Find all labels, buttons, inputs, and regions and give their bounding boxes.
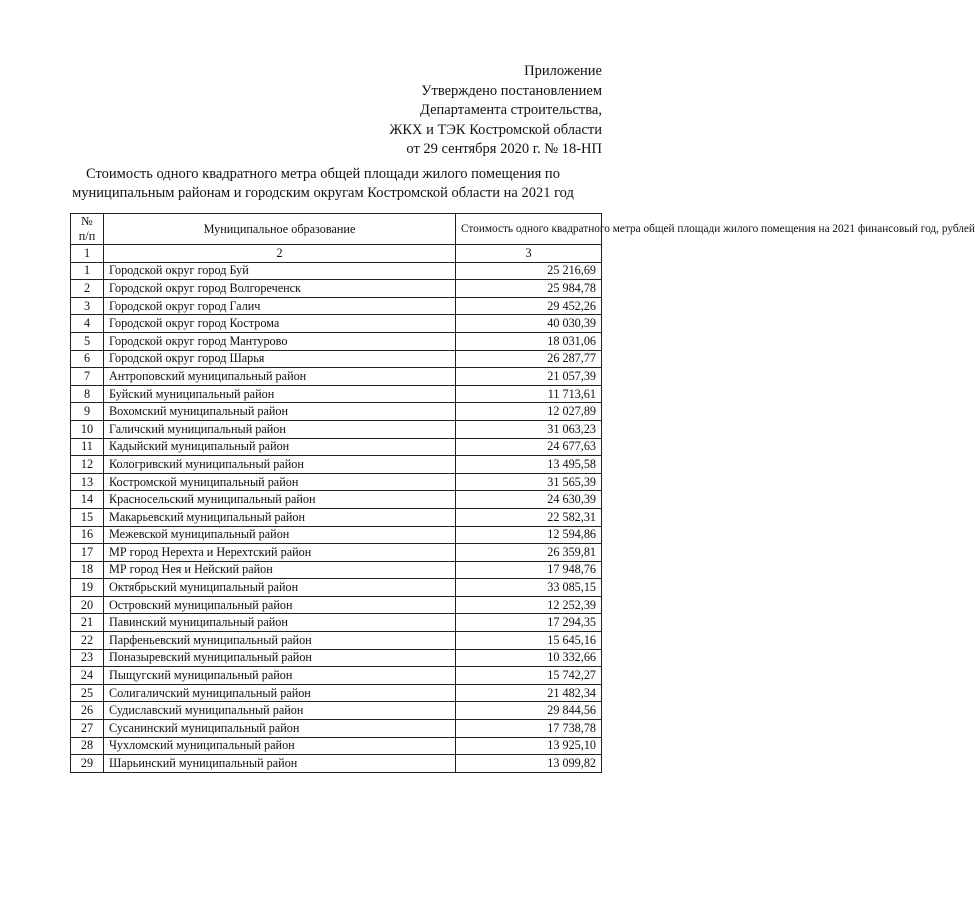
row-municipality: Межевской муниципальный район — [104, 526, 456, 544]
row-cost: 17 948,76 — [456, 561, 602, 579]
approval-block — [389, 62, 602, 160]
table-row — [71, 561, 602, 579]
row-cost: 29 844,56 — [456, 702, 602, 720]
row-number: 21 — [71, 614, 104, 632]
row-number: 25 — [71, 684, 104, 702]
table-row — [71, 350, 602, 368]
row-cost: 10 332,66 — [456, 649, 602, 667]
table-row — [71, 280, 602, 298]
table-row — [71, 614, 602, 632]
cost-table — [70, 213, 975, 773]
header-number-line2: п/п — [78, 229, 96, 243]
row-municipality: Павинский муниципальный район — [104, 614, 456, 632]
table-row — [71, 544, 602, 562]
table-row — [71, 368, 602, 386]
table-row — [71, 649, 602, 667]
row-municipality: Поназыревский муниципальный район — [104, 649, 456, 667]
row-municipality: МР город Нерехта и Нерехтский район — [104, 544, 456, 562]
row-number: 29 — [71, 755, 104, 773]
row-number: 27 — [71, 720, 104, 738]
row-cost: 17 294,35 — [456, 614, 602, 632]
row-municipality: Антроповский муниципальный район — [104, 368, 456, 386]
row-number: 15 — [71, 508, 104, 526]
row-number: 16 — [71, 526, 104, 544]
row-cost: 17 738,78 — [456, 720, 602, 738]
row-municipality: Макарьевский муниципальный район — [104, 508, 456, 526]
row-number: 18 — [71, 561, 104, 579]
row-municipality: Судиславский муниципальный район — [104, 702, 456, 720]
row-municipality: Красносельский муниципальный район — [104, 491, 456, 509]
row-number: 13 — [71, 473, 104, 491]
row-number: 11 — [71, 438, 104, 456]
row-cost: 22 582,31 — [456, 508, 602, 526]
row-number: 10 — [71, 420, 104, 438]
table-header-row — [71, 214, 602, 245]
row-cost: 15 645,16 — [456, 632, 602, 650]
row-number: 24 — [71, 667, 104, 685]
row-number: 5 — [71, 332, 104, 350]
row-number: 8 — [71, 385, 104, 403]
table-row — [71, 403, 602, 421]
row-cost: 25 216,69 — [456, 262, 602, 280]
row-cost: 18 031,06 — [456, 332, 602, 350]
row-cost: 24 630,39 — [456, 491, 602, 509]
title-line-2: муниципальным районам и городским округам Костромской области на 2021 год — [72, 184, 574, 201]
table-row — [71, 420, 602, 438]
table-row — [71, 667, 602, 685]
row-cost: 11 713,61 — [456, 385, 602, 403]
row-cost: 12 027,89 — [456, 403, 602, 421]
column-index-row — [71, 245, 602, 263]
row-municipality: Буйский муниципальный район — [104, 385, 456, 403]
title-line-1: Стоимость одного квадратного метра общей площади жилого помещения по — [86, 166, 560, 182]
table-row — [71, 297, 602, 315]
table-row — [71, 491, 602, 509]
row-municipality: Пыщугский муниципальный район — [104, 667, 456, 685]
table-row — [71, 684, 602, 702]
approval-line-department: Департамента строительства, — [420, 102, 602, 118]
row-number: 28 — [71, 737, 104, 755]
approval-line-appendix: Приложение — [524, 63, 602, 79]
row-cost: 21 057,39 — [456, 368, 602, 386]
table-row — [71, 526, 602, 544]
row-cost: 40 030,39 — [456, 315, 602, 333]
table-row — [71, 508, 602, 526]
row-municipality: Костромской муниципальный район — [104, 473, 456, 491]
row-cost: 29 452,26 — [456, 297, 602, 315]
row-municipality: Городской округ город Шарья — [104, 350, 456, 368]
table-row — [71, 438, 602, 456]
row-cost: 21 482,34 — [456, 684, 602, 702]
row-number: 22 — [71, 632, 104, 650]
row-municipality: Сусанинский муниципальный район — [104, 720, 456, 738]
row-municipality: Городской округ город Галич — [104, 297, 456, 315]
row-cost: 33 085,15 — [456, 579, 602, 597]
row-number: 14 — [71, 491, 104, 509]
table-row — [71, 473, 602, 491]
row-municipality: Солигаличский муниципальный район — [104, 684, 456, 702]
row-cost: 25 984,78 — [456, 280, 602, 298]
row-cost: 13 925,10 — [456, 737, 602, 755]
row-number: 19 — [71, 579, 104, 597]
row-number: 17 — [71, 544, 104, 562]
table-row — [71, 385, 602, 403]
row-municipality: МР город Нея и Нейский район — [104, 561, 456, 579]
header-municipality: Муниципальное образование — [104, 214, 456, 245]
approval-line-approved: Утверждено постановлением — [421, 82, 602, 99]
row-number: 23 — [71, 649, 104, 667]
row-cost: 15 742,27 — [456, 667, 602, 685]
row-municipality: Городской округ город Волгореченск — [104, 280, 456, 298]
table-row — [71, 315, 602, 333]
row-municipality: Чухломский муниципальный район — [104, 737, 456, 755]
row-number: 20 — [71, 596, 104, 614]
table-body — [71, 262, 602, 772]
row-municipality: Кологривский муниципальный район — [104, 456, 456, 474]
row-municipality: Вохомский муниципальный район — [104, 403, 456, 421]
row-cost: 26 287,77 — [456, 350, 602, 368]
table-row — [71, 332, 602, 350]
row-cost: 31 565,39 — [456, 473, 602, 491]
row-number: 6 — [71, 350, 104, 368]
approval-line-region: ЖКХ и ТЭК Костромской области — [389, 121, 602, 138]
table-row — [71, 456, 602, 474]
header-number-line1: № — [81, 214, 93, 228]
table-row — [71, 755, 602, 773]
row-number: 4 — [71, 315, 104, 333]
row-number: 7 — [71, 368, 104, 386]
table-row — [71, 632, 602, 650]
row-cost: 12 252,39 — [456, 596, 602, 614]
row-municipality: Парфеньевский муниципальный район — [104, 632, 456, 650]
row-municipality: Городской округ город Буй — [104, 262, 456, 280]
row-cost: 13 495,58 — [456, 456, 602, 474]
row-cost: 26 359,81 — [456, 544, 602, 562]
column-index-1: 1 — [71, 245, 104, 263]
table-row — [71, 262, 602, 280]
row-municipality: Городской округ город Мантурово — [104, 332, 456, 350]
header-number — [71, 214, 104, 245]
column-index-3: 3 — [456, 245, 602, 263]
row-municipality: Островский муниципальный район — [104, 596, 456, 614]
row-number: 9 — [71, 403, 104, 421]
row-municipality: Городской округ город Кострома — [104, 315, 456, 333]
row-municipality: Октябрьский муниципальный район — [104, 579, 456, 597]
row-number: 12 — [71, 456, 104, 474]
table-row — [71, 720, 602, 738]
row-cost: 31 063,23 — [456, 420, 602, 438]
row-cost: 24 677,63 — [456, 438, 602, 456]
row-number: 3 — [71, 297, 104, 315]
table-row — [71, 579, 602, 597]
row-cost: 13 099,82 — [456, 755, 602, 773]
table-row — [71, 596, 602, 614]
header-cost: Стоимость одного квадратного метра общей площади жилого помещения на 2021 финансовый год, рублей — [456, 214, 602, 245]
row-number: 26 — [71, 702, 104, 720]
document-title — [40, 165, 606, 202]
table-row — [71, 702, 602, 720]
row-number: 2 — [71, 280, 104, 298]
row-cost: 12 594,86 — [456, 526, 602, 544]
row-municipality: Шарьинский муниципальный район — [104, 755, 456, 773]
row-municipality: Галичский муниципальный район — [104, 420, 456, 438]
row-municipality: Кадыйский муниципальный район — [104, 438, 456, 456]
table-row — [71, 737, 602, 755]
row-number: 1 — [71, 262, 104, 280]
approval-line-date: от 29 сентября 2020 г. № 18-НП — [406, 141, 602, 157]
column-index-2: 2 — [104, 245, 456, 263]
